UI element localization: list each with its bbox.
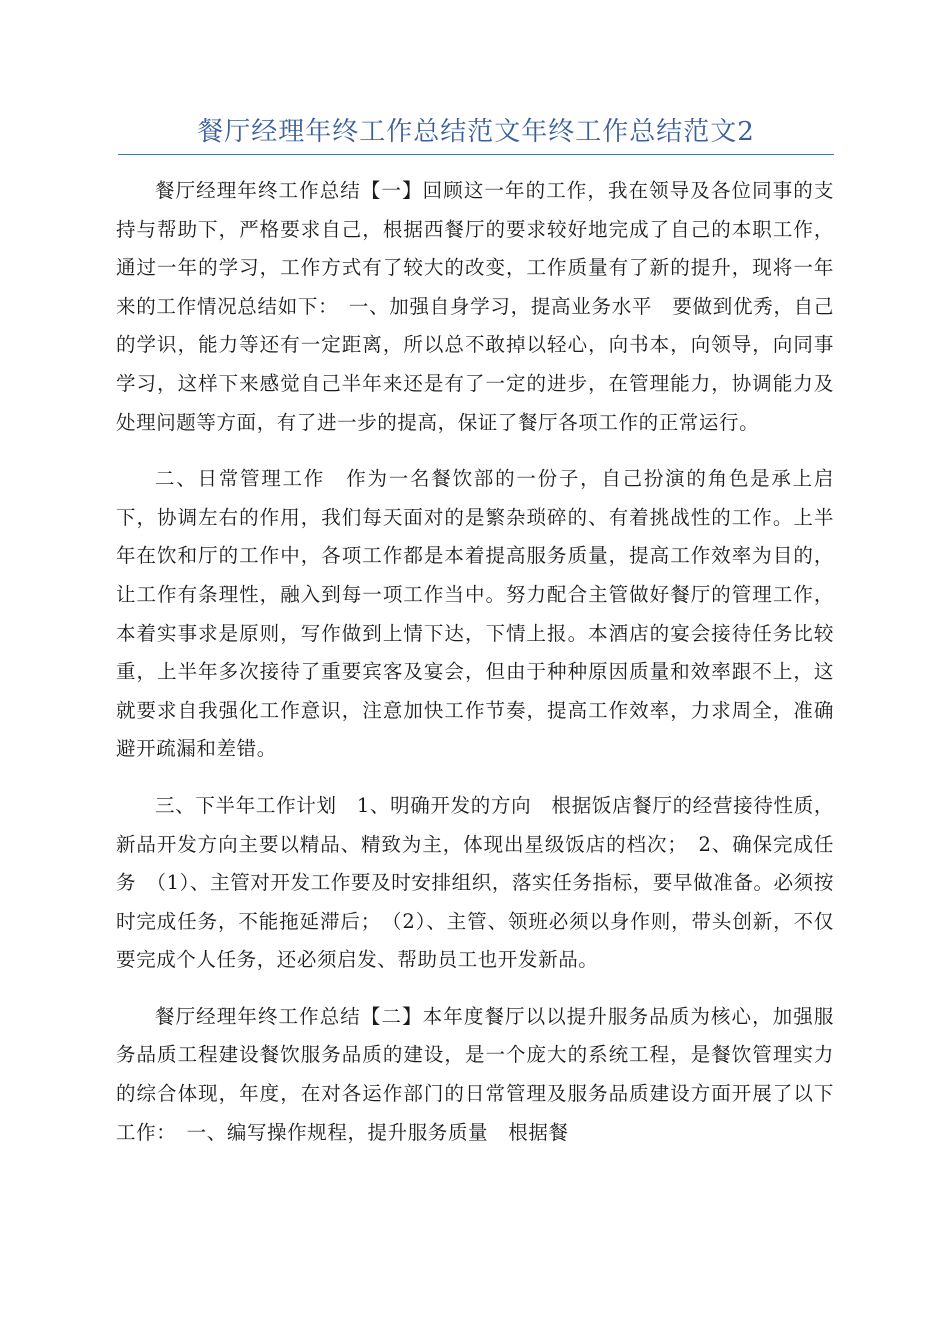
document-title: 餐厅经理年终工作总结范文年终工作总结范文2 (197, 117, 755, 147)
document-body (116, 172, 834, 1170)
paragraph-2: 二、日常管理工作 作为一名餐饮部的一份子，自己扮演的角色是承上启下，协调左右的作用，我们每天面对的是繁杂琐碎的、有着挑战性的工作。上半年在饮和厅的工作中，各项工作都是本着提高服务质量，提高工作效率为目的，让工作有条理性，融入到每一项工作当中。努力配合主管做好餐厅的管理工作，本着实事求是原则，写作做到上情下达，下情上报。本酒店的宴会接待任务比较重，上半年多次接待了重要宾客及宴会，但由于种种原因质量和效率跟不上，这就要求自我强化工作意识，注意加快工作节奏，提高工作效率，力求周全，准确避开疏漏和差错。 (116, 467, 834, 761)
paragraph-1: 餐厅经理年终工作总结【一】回顾这一年的工作，我在领导及各位同事的支持与帮助下，严格要求自己，根据西餐厅的要求较好地完成了自己的本职工作，通过一年的学习，工作方式有了较大的改变，工作质量有了新的提升，现将一年来的工作情况总结如下： 一、加强自身学习，提高业务水平 要做到优秀，自己的学识，能力等还有一定距离，所以总不敢掉以轻心，向书本，向领导，向同事学习，这样下来感觉自己半年来还是有了一定的进步，在管理能力，协调能力及处理问题等方面，有了进一步的提高，保证了餐厅各项工作的正常运行。 (116, 179, 834, 434)
title-underline (118, 154, 834, 155)
paragraph-4: 餐厅经理年终工作总结【二】本年度餐厅以以提升服务品质为核心，加强服务品质工程建设餐饮服务品质的建设，是一个庞大的系统工程，是餐饮管理实力的综合体现，年度，在对各运作部门的日常管理及服务品质建设方面开展了以下工作： 一、编写操作规程，提升服务质量 根据餐 (116, 1004, 834, 1144)
paragraph-3: 三、下半年工作计划 1、明确开发的方向 根据饭店餐厅的经营接待性质，新品开发方向主要以精品、精致为主，体现出星级饭店的档次； 2、确保完成任务 （1）、主管对开发工作要及时安排组织，落实任务指标，要早做准备。必须按时完成任务，不能拖延滞后； （2）、主管、领班必须以身作则，带头创新，不仅要完成个人任务，还必须启发、帮助员工也开发新品。 (116, 793, 834, 972)
